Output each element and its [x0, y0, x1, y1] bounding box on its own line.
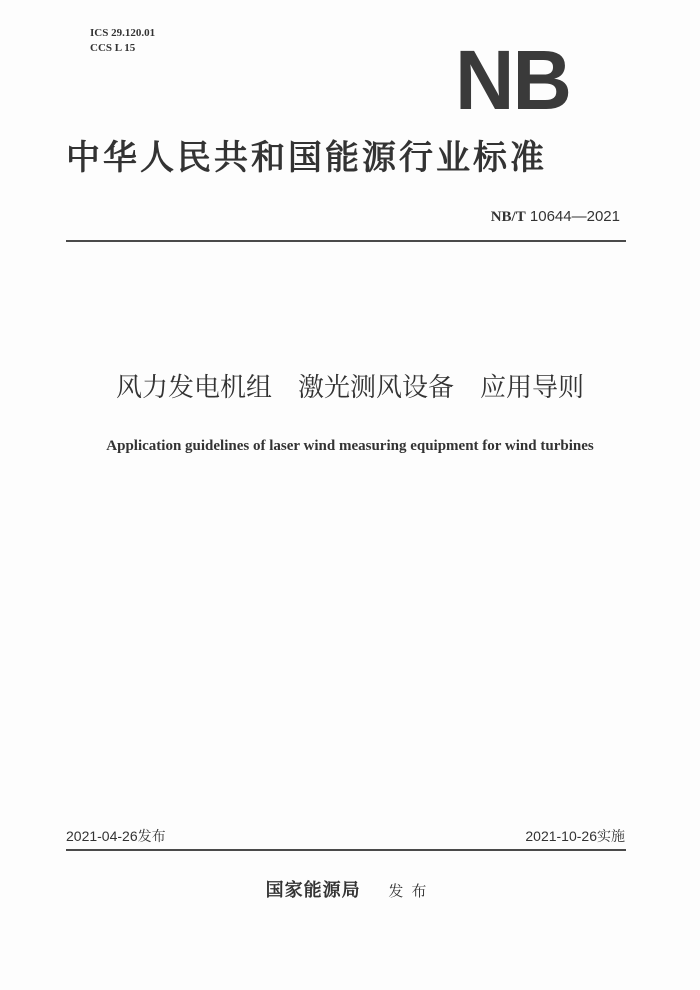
- publish-action: 发布: [388, 882, 435, 900]
- standard-code-prefix: NB/T: [490, 209, 526, 225]
- issue-date: 2021-04-26发布: [66, 828, 166, 844]
- nb-logo: NB: [455, 33, 570, 127]
- standard-authority-title: 中华人民共和国能源行业标准: [66, 138, 547, 178]
- publisher-line: [0, 878, 700, 904]
- standard-code: [491, 208, 620, 226]
- top-divider: [66, 240, 626, 242]
- ccs-code: CCS L 15: [90, 42, 136, 54]
- ics-code: ICS 29.120.01: [90, 27, 156, 39]
- publisher-name: 国家能源局: [265, 880, 361, 901]
- document-title-chinese: 风力发电机组 激光测风设备 应用导则: [115, 373, 584, 403]
- classification-codes: [90, 26, 155, 56]
- implementation-date: 2021-10-26实施: [525, 828, 625, 844]
- standard-code-number: 10644—2021: [529, 208, 620, 225]
- document-title-english: Application guidelines of laser wind measuring equipment for wind turbines: [106, 438, 594, 454]
- bottom-divider: [66, 849, 626, 851]
